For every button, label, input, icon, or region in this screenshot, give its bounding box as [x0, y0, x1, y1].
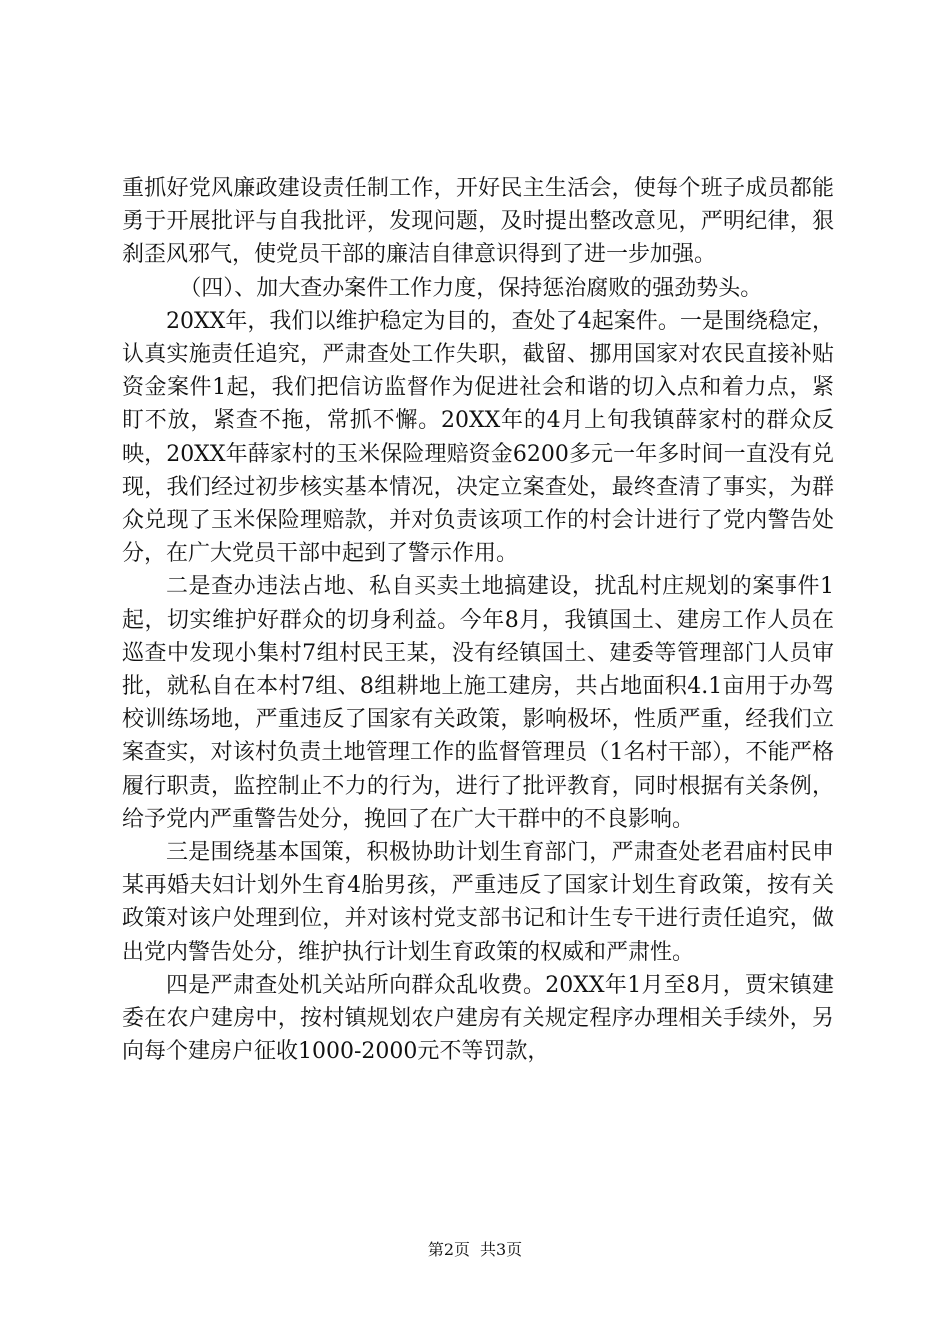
document-body: [122, 172, 834, 1068]
page-number: 第2页: [427, 1240, 470, 1259]
paragraph-continuation: 重抓好党风廉政建设责任制工作，开好民主生活会，使每个班子成员都能勇于开展批评与自我批评，发现问题，及时提出整改意见，严明纪律，狠刹歪风邪气，使党员干部的廉洁自律意识得到了进一步加强。: [122, 176, 834, 268]
paragraph-case-land: 二是查办违法占地、私自买卖土地搞建设，扰乱村庄规划的案事件1起，切实维护好群众的切身利益。今年8月，我镇国土、建房工作人员在巡查中发现小集村7组村民王某，没有经镇国土、建委等管理部门人员审批，就私自在本村7组、8组耕地上施工建房，共占地面积4.1亩用于办驾校训练场地，严重违反了国家有关政策，影响极坏，性质严重，经我们立案查实，对该村负责土地管理工作的监督管理员（1名村干部），不能严格履行职责，监控制止不力的行为，进行了批评教育，同时根据有关条例，给予党内严重警告处分，挽回了在广大干群中的不良影响。: [122, 574, 834, 832]
paragraph-case-summary: 20XX年，我们以维护稳定为目的，查处了4起案件。一是围绕稳定，认真实施责任追究，严肃查处工作失职，截留、挪用国家对农民直接补贴资金案件1起，我们把信访监督作为促进社会和谐的切入点和着力点，紧盯不放，紧查不拖，常抓不懈。20XX年的4月上旬我镇薛家村的群众反映，20XX年薛家村的玉米保险理赔资金6200多元一年多时间一直没有兑现，我们经过初步核实基本情况，决定立案查处，最终查清了事实，为群众兑现了玉米保险理赔款，并对负责该项工作的村会计进行了党内警告处分，在广大党员干部中起到了警示作用。: [122, 308, 834, 567]
section-heading: （四）、加大查办案件工作力度，保持惩治腐败的强劲势头。: [179, 275, 763, 301]
page-footer: [0, 1240, 950, 1260]
paragraph-case-family-planning: 三是围绕基本国策，积极协助计划生育部门，严肃查处老君庙村民申某再婚夫妇计划外生育4胎男孩，严重违反了国家计划生育政策，按有关政策对该户处理到位，并对该村党支部书记和计生专干进行责任追究，做出党内警告处分，维护执行计划生育政策的权威和严肃性。: [122, 840, 834, 965]
page-total: 共3页: [480, 1240, 523, 1259]
paragraph-case-fees: 四是严肃查处机关站所向群众乱收费。20XX年1月至8月，贾宋镇建委在农户建房中，按村镇规划农户建房有关规定程序办理相关手续外，另向每个建房户征收1000-2000元不等罚款，: [122, 972, 834, 1065]
